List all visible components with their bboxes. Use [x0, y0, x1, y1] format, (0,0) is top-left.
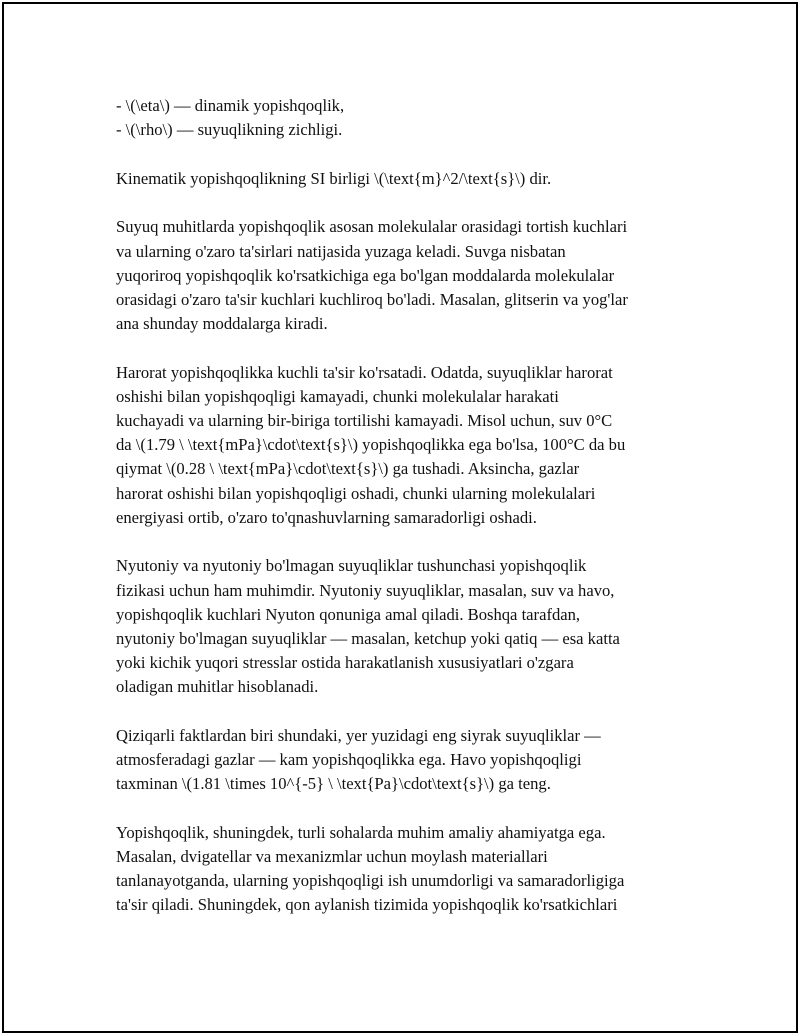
text-line: nyutoniy bo'lmagan suyuqliklar — masalan, ketchup yoki qatiq — esa katta [116, 628, 620, 648]
text-line: harorat oshishi bilan yopishqoqligi oshadi, chunki ularning molekulalari [116, 483, 596, 503]
text-line: fizikasi uchun ham muhimdir. Nyutoniy suyuqliklar, masalan, suv va havo, [116, 580, 615, 600]
text-line: Masalan, dvigatellar va mexanizmlar uchun moylash materiallari [116, 847, 548, 867]
text-line: - \(\eta\) — dinamik yopishqoqlik, [116, 96, 345, 115]
text-line: yopishqoqlik kuchlari Nyuton qonuniga amal qiladi. Boshqa tarafdan, [116, 604, 581, 624]
paragraph [116, 724, 696, 797]
text-line: tanlanayotganda, ularning yopishqoqligi ish unumdorligi va samaradorligiga [116, 871, 625, 891]
text-line: Kinematik yopishqoqlikning SI birligi \(\text{m}^2/\text{s}\) dir. [116, 168, 552, 188]
text-line: da \(1.79 \ \text{mPa}\cdot\text{s}\) yopishqoqlikka ega bo'lsa, 100°C da bu [116, 435, 626, 455]
text-line: oshishi bilan yopishqoqligi kamayadi, chunki molekulalar harakati [116, 386, 559, 406]
text-line: ana shunday moddalarga kiradi. [116, 314, 328, 334]
paragraph [116, 167, 696, 191]
paragraph [116, 94, 696, 142]
paragraph [116, 215, 696, 336]
text-line: qiymat \(0.28 \ \text{mPa}\cdot\text{s}\) ga tushadi. Aksincha, gazlar [116, 459, 580, 479]
text-line: taxminan \(1.81 \times 10^{-5} \ \text{Pa}\cdot\text{s}\) ga teng. [116, 774, 551, 794]
text-line: oladigan muhitlar hisoblanadi. [116, 677, 319, 697]
text-line: atmosferadagi gazlar — kam yopishqoqlikka ega. Havo yopishqoqligi [116, 750, 582, 770]
text-line: Nyutoniy va nyutoniy bo'lmagan suyuqliklar tushunchasi yopishqoqlik [116, 556, 587, 576]
text-line: yoki kichik yuqori stresslar ostida harakatlanish xususiyatlari o'zgara [116, 653, 574, 673]
text-line: orasidagi o'zaro ta'sir kuchlari kuchliroq bo'ladi. Masalan, glitserin va yog'lar [116, 289, 628, 309]
text-line: ta'sir qiladi. Shuningdek, qon aylanish tizimida yopishqoqlik ko'rsatkichlari [116, 895, 618, 915]
text-line: Suyuq muhitlarda yopishqoqlik asosan molekulalar orasidagi tortish kuchlari [116, 217, 628, 237]
text-line: yuqoriroq yopishqoqlik ko'rsatkichiga ega bo'lgan moddalarda molekulalar [116, 265, 615, 285]
paragraph [116, 361, 696, 530]
text-line: Qiziqarli faktlardan biri shundaki, yer yuzidagi eng siyrak suyuqliklar — [116, 725, 601, 745]
text-line: va ularning o'zaro ta'sirlari natijasida yuzaga keladi. Suvga nisbatan [116, 241, 566, 261]
paragraph [116, 554, 696, 699]
document-body [116, 94, 696, 942]
text-line: Harorat yopishqoqlikka kuchli ta'sir ko'rsatadi. Odatda, suyuqliklar harorat [116, 362, 613, 382]
text-line: - \(\rho\) — suyuqlikning zichligi. [116, 120, 343, 140]
text-line: Yopishqoqlik, shuningdek, turli sohalarda muhim amaliy ahamiyatga ega. [116, 822, 606, 842]
text-line: kuchayadi va ularning bir-biriga tortilishi kamayadi. Misol uchun, suv 0°C [116, 411, 613, 431]
paragraph [116, 821, 696, 918]
text-line: energiyasi ortib, o'zaro to'qnashuvlarning samaradorligi oshadi. [116, 507, 537, 527]
